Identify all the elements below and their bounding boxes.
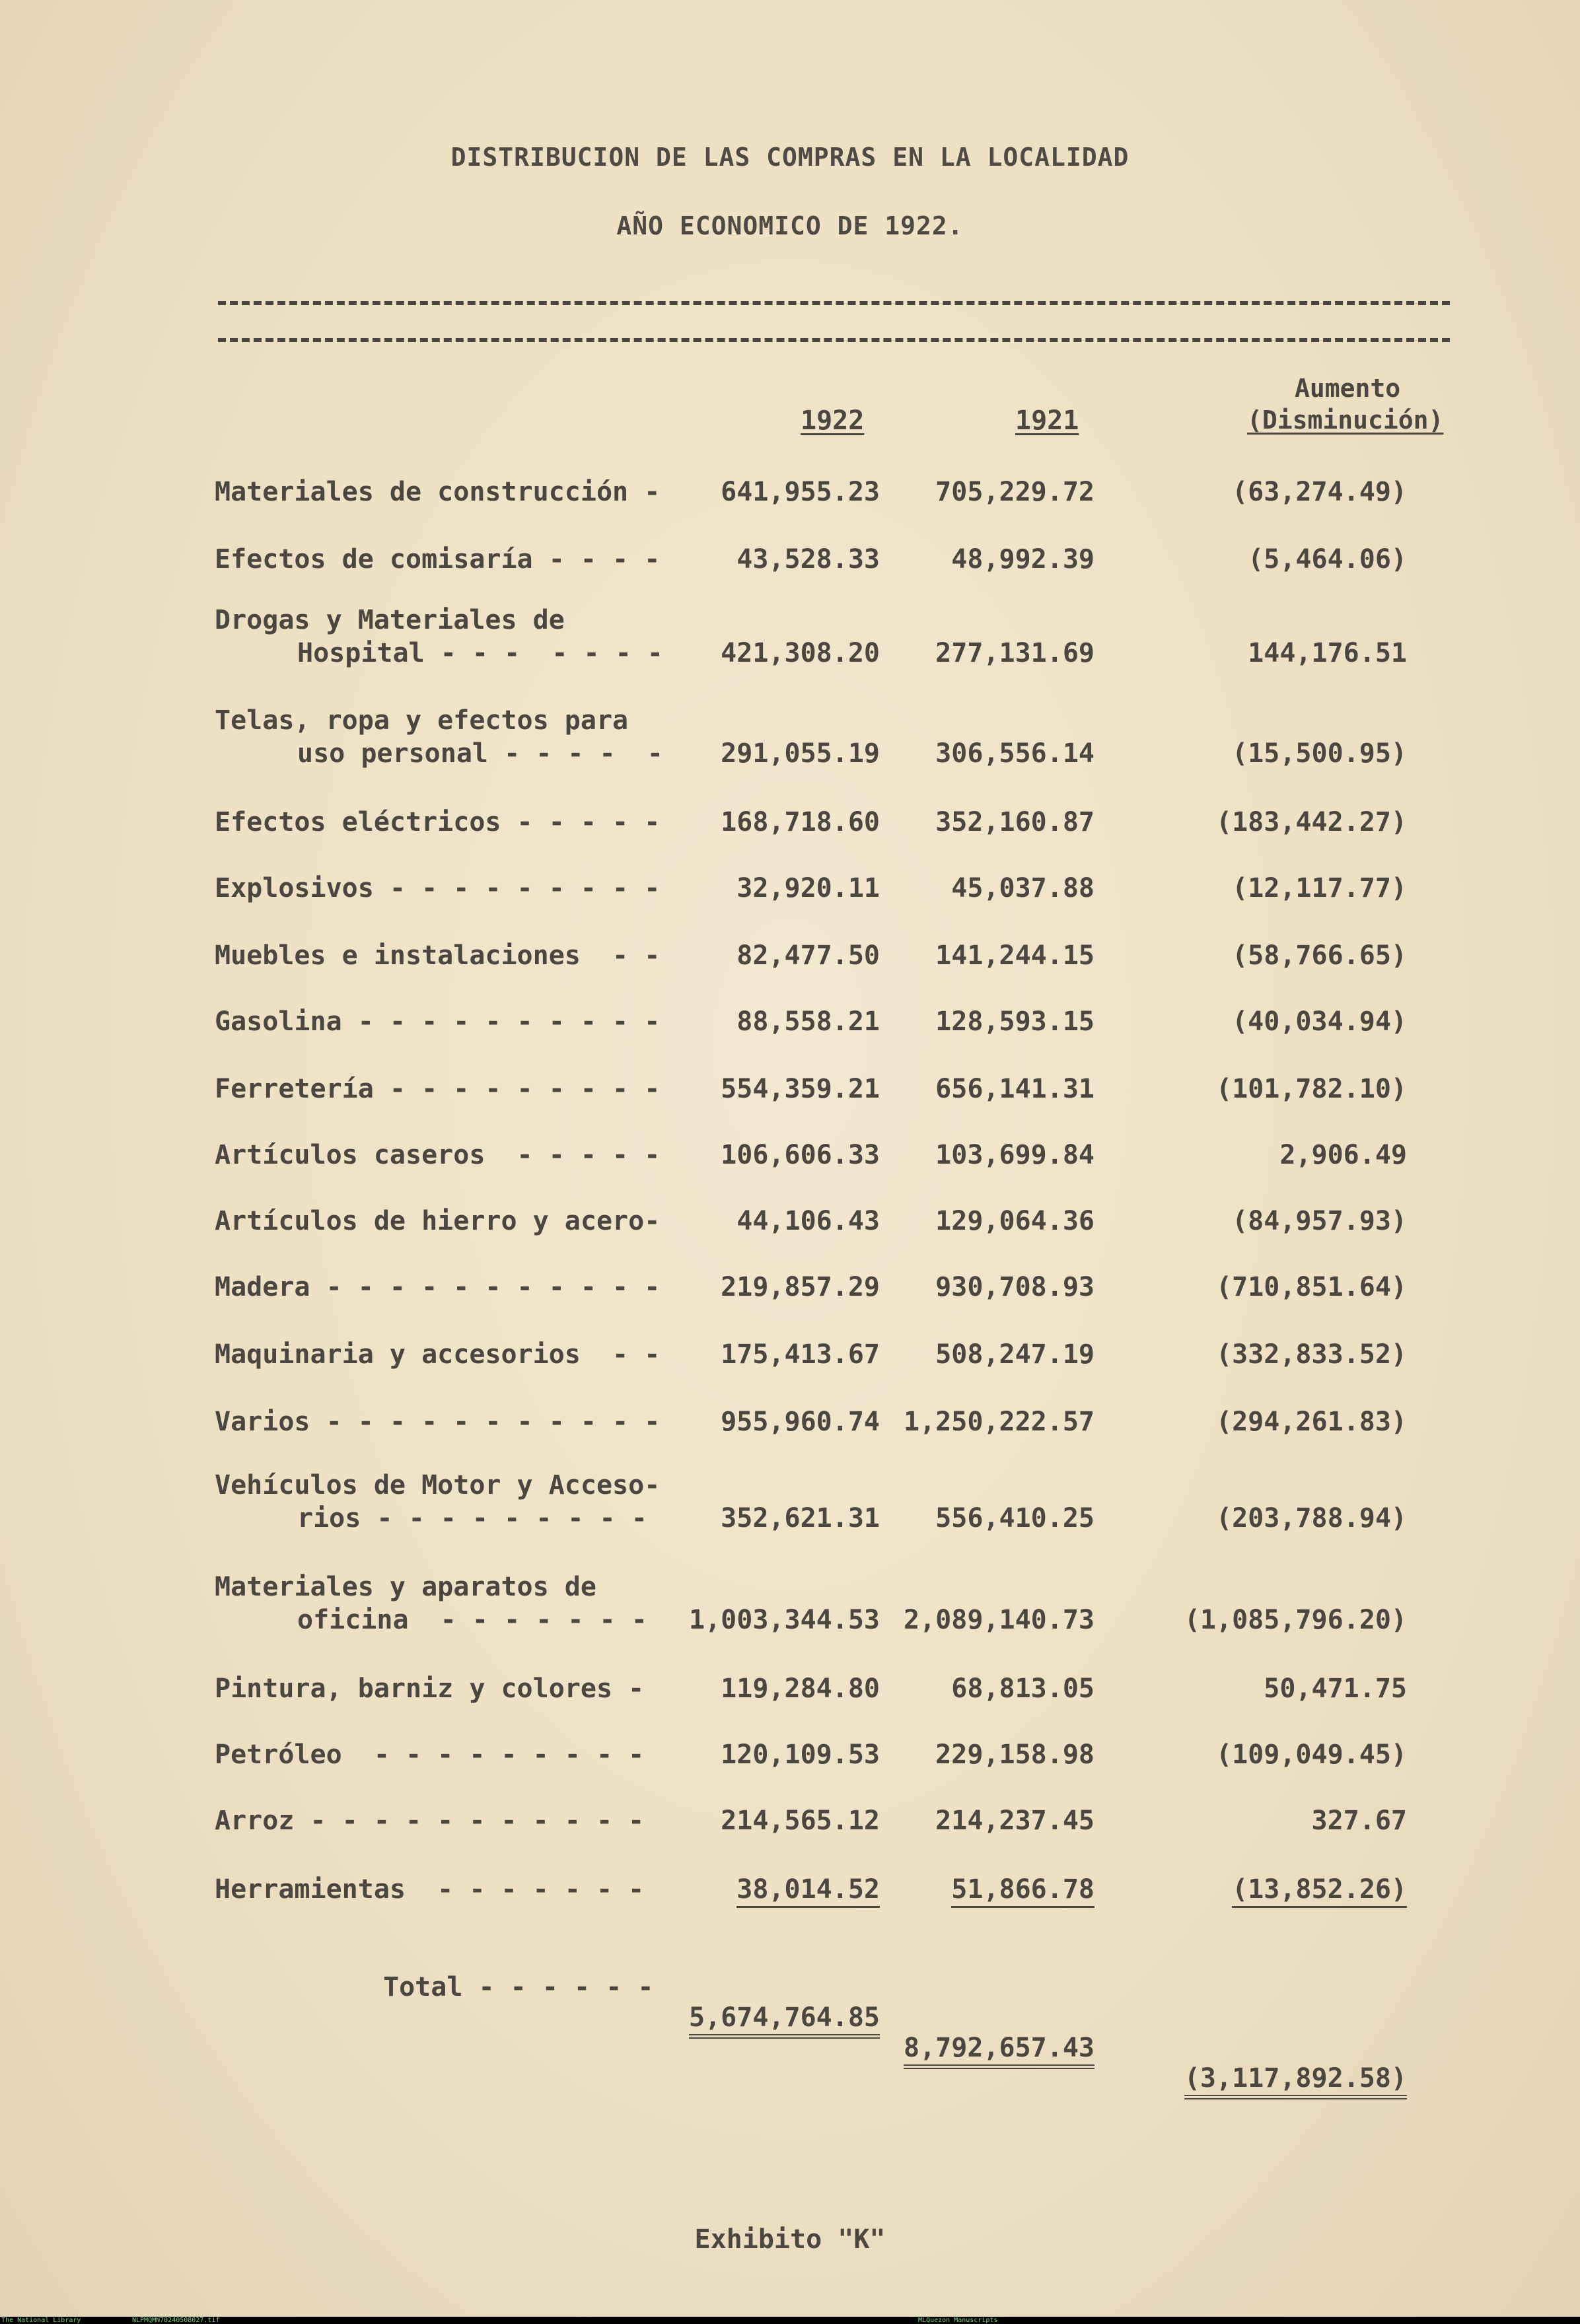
table-row (0, 1339, 1580, 1379)
table-row (0, 1074, 1580, 1113)
value-difference: (84,957.93) (1232, 1206, 1407, 1236)
row-label: Maquinaria y accesorios - - (215, 1339, 661, 1370)
value-1921: 48,992.39 (951, 544, 1095, 575)
value-1922: 120,109.53 (721, 1740, 880, 1770)
value-difference: (332,833.52) (1216, 1339, 1407, 1370)
table-row (0, 705, 1580, 778)
value-1922: 1,003,344.53 (689, 1605, 880, 1635)
table-row (0, 477, 1580, 516)
total-1922: 5,674,764.85 (689, 2002, 880, 2039)
table-row (0, 1470, 1580, 1543)
value-1922: 43,528.33 (736, 544, 880, 575)
value-difference: (63,274.49) (1232, 477, 1407, 507)
row-label: Muebles e instalaciones - - (215, 940, 661, 971)
value-1922: 38,014.52 (736, 1874, 880, 1908)
value-1921: 45,037.88 (951, 873, 1095, 903)
table-row (0, 605, 1580, 678)
value-difference: 2,906.49 (1279, 1140, 1407, 1170)
value-difference: (710,851.64) (1216, 1272, 1407, 1302)
value-difference: (294,261.83) (1216, 1407, 1407, 1437)
table-row (0, 940, 1580, 980)
value-1921: 306,556.14 (935, 738, 1095, 769)
row-label-continued: Hospital - - - - - - - (297, 638, 663, 668)
value-difference: (40,034.94) (1232, 1006, 1407, 1037)
table-row (0, 1740, 1580, 1779)
value-difference: (13,852.26) (1232, 1874, 1407, 1908)
value-1921: 277,131.69 (935, 638, 1095, 668)
value-difference: (5,464.06) (1248, 544, 1407, 575)
table-row (0, 1806, 1580, 1845)
value-difference: (12,117.77) (1232, 873, 1407, 903)
value-1921: 141,244.15 (935, 940, 1095, 971)
value-1921: 1,250,222.57 (904, 1407, 1095, 1437)
value-1921: 352,160.87 (935, 807, 1095, 837)
row-label: Explosivos - - - - - - - - - (215, 873, 661, 903)
table-row (0, 1140, 1580, 1180)
value-1922: 106,606.33 (721, 1140, 880, 1170)
value-1921: 229,158.98 (935, 1740, 1095, 1770)
value-1922: 219,857.29 (721, 1272, 880, 1302)
value-difference: (1,085,796.20) (1184, 1605, 1407, 1635)
divider-rule (218, 338, 1450, 342)
value-difference: 327.67 (1311, 1806, 1407, 1836)
archive-file-name: NLPMQMN70240508027.tif (132, 2317, 220, 2324)
value-1921: 2,089,140.73 (904, 1605, 1095, 1635)
value-1922: 88,558.21 (736, 1006, 880, 1037)
value-1922: 168,718.60 (721, 807, 880, 837)
value-1921: 930,708.93 (935, 1272, 1095, 1302)
total-label: Total - - - - - - (383, 1972, 654, 2002)
row-label: Materiales de construcción - (215, 477, 661, 507)
total-difference: (3,117,892.58) (1184, 2063, 1407, 2099)
row-label: Pintura, barniz y colores - (215, 1673, 645, 1704)
row-label: Madera - - - - - - - - - - - (215, 1272, 661, 1302)
value-1922: 175,413.67 (721, 1339, 880, 1370)
archive-collection-name: MLQuezon Manuscripts (918, 2317, 998, 2324)
value-1922: 554,359.21 (721, 1074, 880, 1104)
archive-footer-bar (0, 2317, 1580, 2324)
row-label: Petróleo - - - - - - - - - (215, 1740, 645, 1770)
value-1922: 421,308.20 (721, 638, 880, 668)
table-row (0, 1572, 1580, 1644)
column-header-1921: 1921 (1015, 405, 1079, 436)
document-subtitle: AÑO ECONOMICO DE 1922. (616, 211, 964, 240)
value-difference: 144,176.51 (1248, 638, 1407, 668)
value-1921: 103,699.84 (935, 1140, 1095, 1170)
value-1922: 641,955.23 (721, 477, 880, 507)
row-label: Telas, ropa y efectos para (215, 705, 629, 736)
table-row (0, 807, 1580, 847)
value-1921: 129,064.36 (935, 1206, 1095, 1236)
table-row (0, 1272, 1580, 1312)
value-1922: 352,621.31 (721, 1503, 880, 1533)
row-label: Artículos caseros - - - - - (215, 1140, 661, 1170)
value-1922: 214,565.12 (721, 1806, 880, 1836)
value-1922: 82,477.50 (736, 940, 880, 971)
exhibit-label: Exhibito "K" (694, 2224, 886, 2255)
total-1921: 8,792,657.43 (904, 2033, 1095, 2069)
value-1921: 508,247.19 (935, 1339, 1095, 1370)
archive-library-name: The National Library (1, 2317, 81, 2324)
row-label: Gasolina - - - - - - - - - - (215, 1006, 661, 1037)
row-label: Efectos eléctricos - - - - - (215, 807, 661, 837)
column-header-aumento: Aumento (1295, 374, 1401, 403)
value-difference: (58,766.65) (1232, 940, 1407, 971)
value-difference: (109,049.45) (1216, 1740, 1407, 1770)
table-row (0, 1206, 1580, 1246)
value-1922: 291,055.19 (721, 738, 880, 769)
row-label: Arroz - - - - - - - - - - - (215, 1806, 645, 1836)
value-1922: 32,920.11 (736, 873, 880, 903)
document-title: DISTRIBUCION DE LAS COMPRAS EN LA LOCALIDAD (450, 143, 1130, 172)
table-row (0, 1874, 1580, 1914)
table-row (0, 1407, 1580, 1446)
value-1922: 119,284.80 (721, 1673, 880, 1704)
value-1921: 556,410.25 (935, 1503, 1095, 1533)
value-difference: (183,442.27) (1216, 807, 1407, 837)
value-difference: (101,782.10) (1216, 1074, 1407, 1104)
value-1921: 68,813.05 (951, 1673, 1095, 1704)
total-row (0, 1942, 1580, 2094)
value-1921: 705,229.72 (935, 477, 1095, 507)
row-label-continued: rios - - - - - - - - - (297, 1503, 647, 1533)
column-header-disminucion: (Disminución) (1247, 405, 1444, 435)
table-row (0, 544, 1580, 584)
table-row (0, 1673, 1580, 1713)
column-header-1922: 1922 (801, 405, 865, 436)
value-difference: 50,471.75 (1264, 1673, 1407, 1704)
value-1922: 44,106.43 (736, 1206, 880, 1236)
value-1921: 128,593.15 (935, 1006, 1095, 1037)
row-label: Efectos de comisaría - - - - (215, 544, 661, 575)
row-label: Artículos de hierro y acero- (215, 1206, 661, 1236)
row-label: Varios - - - - - - - - - - - (215, 1407, 661, 1437)
row-label-continued: uso personal - - - - - (297, 738, 663, 769)
row-label: Materiales y aparatos de (215, 1572, 596, 1602)
value-1921: 656,141.31 (935, 1074, 1095, 1104)
table-row (0, 873, 1580, 913)
value-difference: (15,500.95) (1232, 738, 1407, 769)
value-1922: 955,960.74 (721, 1407, 880, 1437)
row-label: Herramientas - - - - - - - (215, 1874, 645, 1905)
row-label: Vehículos de Motor y Acceso- (215, 1470, 661, 1500)
value-1921: 214,237.45 (935, 1806, 1095, 1836)
table-row (0, 1006, 1580, 1046)
row-label-continued: oficina - - - - - - - (297, 1605, 647, 1635)
divider-rule (218, 301, 1450, 305)
value-difference: (203,788.94) (1216, 1503, 1407, 1533)
value-1921: 51,866.78 (951, 1874, 1095, 1908)
row-label: Ferretería - - - - - - - - - (215, 1074, 661, 1104)
row-label: Drogas y Materiales de (215, 605, 565, 635)
